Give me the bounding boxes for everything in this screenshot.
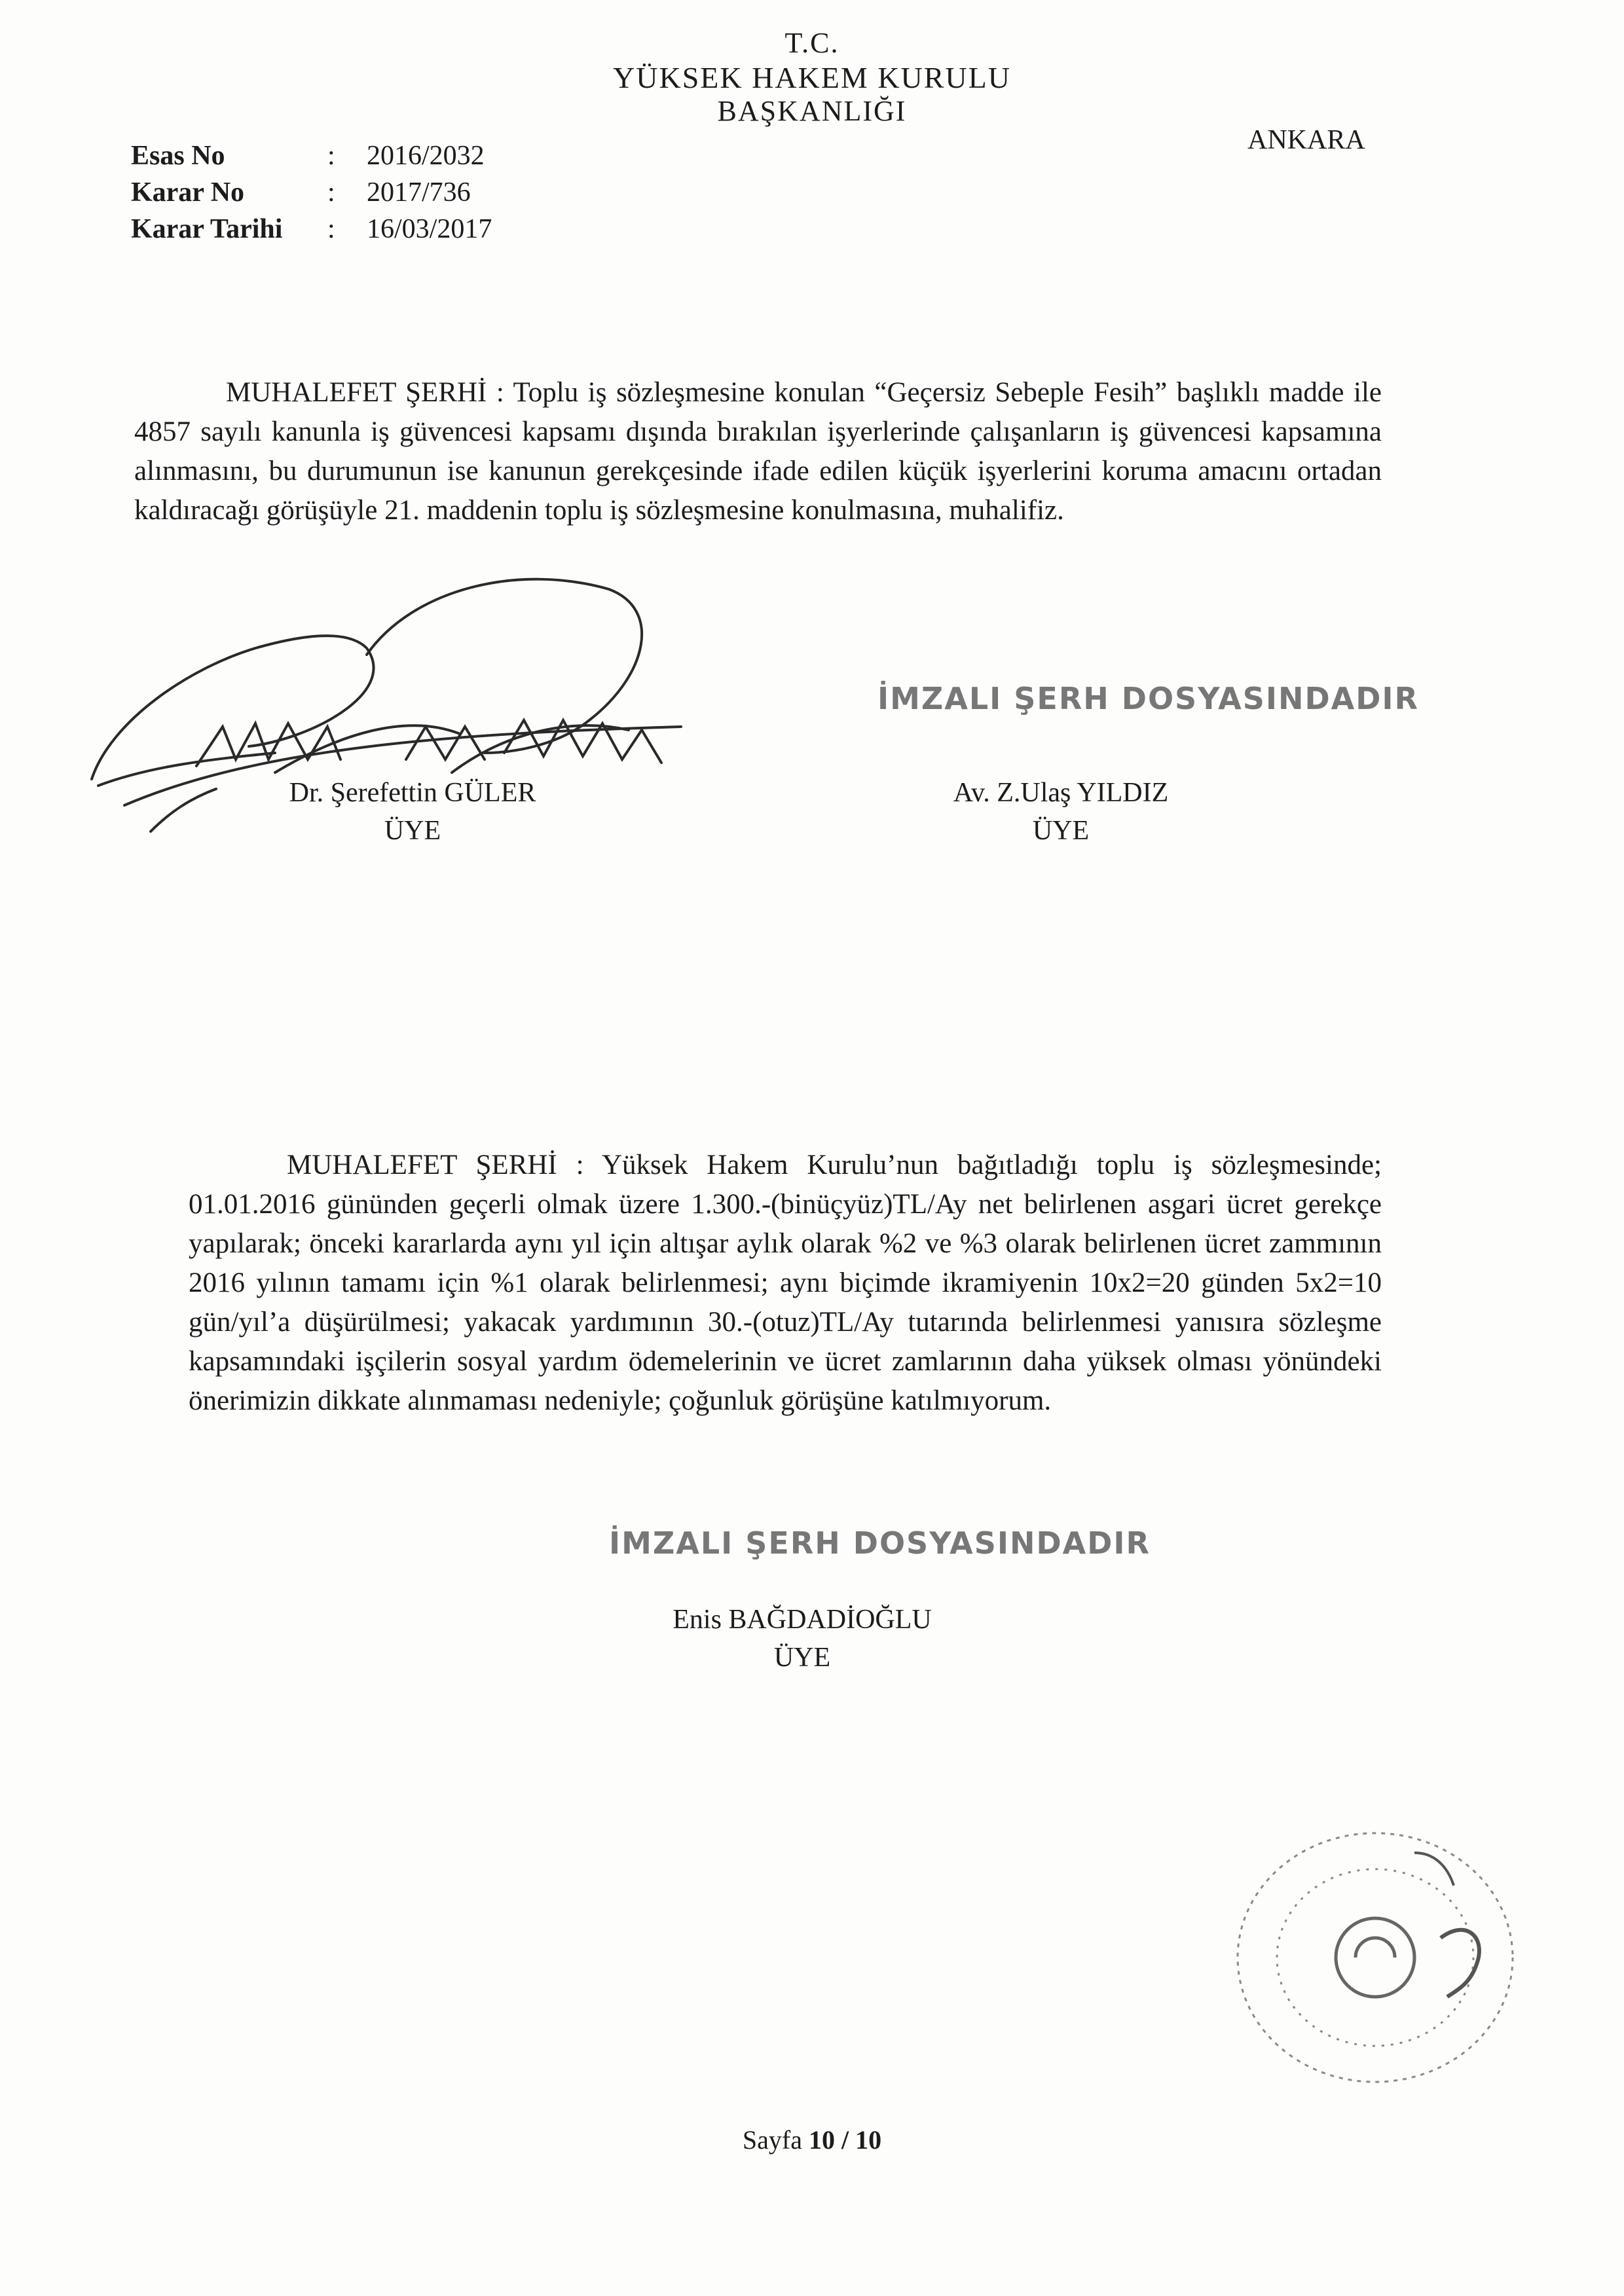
esas-label: Esas No xyxy=(131,141,225,171)
header-city: ANKARA xyxy=(1247,125,1365,155)
signatory-bagdadioglu-role: ÜYE xyxy=(773,1643,831,1673)
signed-dissent-stamp-2: İMZALI ŞERH DOSYASINDADIR xyxy=(609,1525,1151,1561)
page-label: Sayfa xyxy=(742,2125,802,2155)
signatory-guler-role: ÜYE xyxy=(384,816,441,846)
esas-value: 2016/2032 xyxy=(367,141,485,171)
handwritten-signature xyxy=(92,579,681,831)
official-seal-icon xyxy=(1238,1833,1513,2082)
header-presidency: BAŞKANLIĞI xyxy=(717,95,907,127)
signatory-yildiz-name: Av. Z.Ulaş YILDIZ xyxy=(953,778,1169,808)
karar-value: 2017/736 xyxy=(367,177,471,208)
signatory-guler-name: Dr. Şerefettin GÜLER xyxy=(289,778,536,808)
karar-label: Karar No xyxy=(131,177,245,208)
tarih-label: Karar Tarihi xyxy=(131,214,283,244)
page-number: 10 / 10 xyxy=(808,2125,882,2155)
esas-colon: : xyxy=(327,141,335,171)
header-tc: T.C. xyxy=(784,27,840,59)
signatory-yildiz-role: ÜYE xyxy=(1032,816,1090,846)
tarih-value: 16/03/2017 xyxy=(367,214,492,244)
signatory-bagdadioglu-name: Enis BAĞDADİOĞLU xyxy=(673,1605,932,1635)
dissent-2-text: MUHALEFET ŞERHİ : Yüksek Hakem Kurulu’nun bağıtladığı toplu iş sözleşmesinde; 01.01.2016 gününden geçerli olmak üzere 1.300.-(binüçyüz)TL/Ay net belirlenen asgari ücret gerekçe yapılarak; önceki kararlarda aynı yıl için altışar aylık olarak %2 ve %3 olarak belirlenen ücret zammının 2016 yılının tamamı için %1 olarak belirlenmesi; aynı biçimde ikramiyenin 10x2=20 günden 5x2=10 gün/yıl’a düşürülmesi; yakacak yardımının 30.-(otuz)TL/Ay tutarında belirlenmesi yanısıra sözleşme kapsamındaki işçilerin sosyal yardım ödemelerinin ve ücret zamlarının daha yüksek olması yönündeki önerimizin dikkate alınmaması nedeniyle; çoğunluk görüşüne katılmıyorum. xyxy=(189,1150,1382,1416)
dissent-1-text: MUHALEFET ŞERHİ : Toplu iş sözleşmesine konulan “Geçersiz Sebeple Fesih” başlıklı madde ile 4857 sayılı kanunla iş güvencesi kapsamı dışında bırakılan işyerlerinde çalışanların iş güvencesi kapsamına alınmasını, bu durumunun ise kanunun gerekçesinde ifade edilen küçük işyerlerini koruma amacını ortadan kaldıracağı görüşüyle 21. maddenin toplu iş sözleşmesine konulmasına, muhalifiz. xyxy=(134,377,1382,526)
tarih-colon: : xyxy=(327,214,335,244)
signed-dissent-stamp-1: İMZALI ŞERH DOSYASINDADIR xyxy=(877,681,1419,716)
page-footer xyxy=(0,2124,1624,2155)
karar-colon: : xyxy=(327,177,335,208)
header-institution: YÜKSEK HAKEM KURULU xyxy=(613,61,1011,94)
